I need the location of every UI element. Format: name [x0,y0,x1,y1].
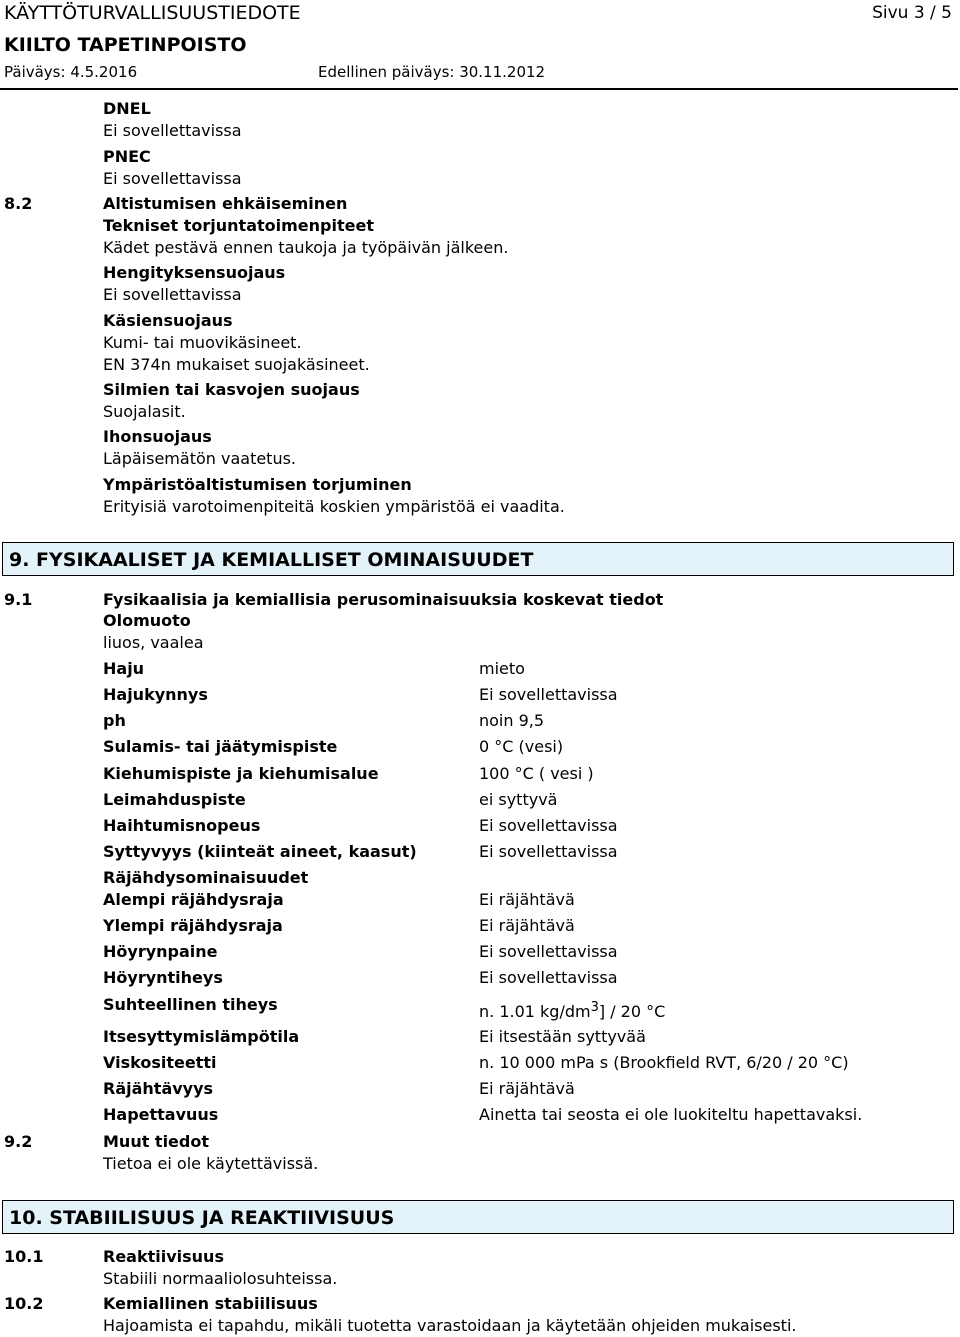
property-label: Haju [103,659,145,678]
relative-density-label: Suhteellinen tiheys [103,995,278,1014]
property-value: ei syttyvä [479,790,558,809]
property-label: Alempi räjähdysraja [103,890,284,909]
section-10-2-value: Hajoamista ei tapahdu, mikäli tuotetta varastoidaan ja käytetään ohjeiden mukaisesti. [103,1316,797,1335]
section-9-1-title: Fysikaalisia ja kemiallisia perusominaisuuksia koskevat tiedot [103,590,664,609]
environmental-exposure-label: Ympäristöaltistumisen torjuminen [103,475,412,494]
respiratory-protection-label: Hengityksensuojaus [103,263,286,282]
section-9-2-title: Muut tiedot [103,1132,209,1151]
property-value: mieto [479,659,525,678]
property-label: Hajukynnys [103,685,208,704]
section-10-1-title: Reaktiivisuus [103,1247,224,1266]
property-value: Ei sovellettavissa [479,685,618,704]
section-10-1-value: Stabiili normaaliolosuhteissa. [103,1269,338,1288]
eye-protection-value: Suojalasit. [103,402,186,421]
respiratory-protection-value: Ei sovellettavissa [103,285,242,304]
property-label: Haihtumisnopeus [103,816,261,835]
property-label: Hapettavuus [103,1105,219,1124]
property-label: ph [103,711,126,730]
section-10-1-number: 10.1 [4,1247,44,1266]
property-label: Viskositeetti [103,1053,217,1072]
density-value-part-a: n. 1.01 kg/dm [479,1002,591,1021]
property-label: Ylempi räjähdysraja [103,916,283,935]
property-value: 0 °C (vesi) [479,737,564,756]
section-9-1-number: 9.1 [4,590,33,609]
explosive-properties-label: Räjähdysominaisuudet [103,868,309,887]
section-9-heading: 9. FYSIKAALISET JA KEMIALLISET OMINAISUUDET [9,549,534,571]
density-exponent: 3 [590,1000,599,1015]
property-value: Ei räjähtävä [479,1079,575,1098]
property-value: Ei räjähtävä [479,890,575,909]
page-number: Sivu 3 / 5 [872,3,952,23]
technical-measures-label: Tekniset torjuntatoimenpiteet [103,216,374,235]
section-9-2-number: 9.2 [4,1132,33,1151]
document-title: KÄYTTÖTURVALLISUUSTIEDOTE [4,2,301,24]
pnec-value: Ei sovellettavissa [103,169,242,188]
property-label: Kiehumispiste ja kiehumisalue [103,764,379,783]
appearance-value: liuos, vaalea [103,633,204,652]
dnel-label: DNEL [103,99,151,118]
property-value: Ei sovellettavissa [479,968,618,987]
property-value: Ei itsestään syttyvää [479,1027,646,1046]
section-10-2-title: Kemiallinen stabiilisuus [103,1294,318,1313]
property-label: Höyryntiheys [103,968,223,987]
property-value: n. 10 000 mPa s (Brookfield RVT, 6/20 / 20 °C) [479,1053,849,1072]
property-value: Ainetta tai seosta ei ole luokiteltu hapettavaksi. [479,1105,863,1124]
environmental-exposure-value: Erityisiä varotoimenpiteitä koskien ympäristöä ei vaadita. [103,497,565,516]
technical-measures-value: Kädet pestävä ennen taukoja ja työpäivän jälkeen. [103,238,509,257]
density-value-part-b: ] / 20 °C [598,1002,666,1021]
previous-date: Edellinen päiväys: 30.11.2012 [318,63,546,81]
section-9-2-value: Tietoa ei ole käytettävissä. [103,1154,319,1173]
property-value: Ei sovellettavissa [479,842,618,861]
section-10-heading: 10. STABIILISUUS JA REAKTIIVISUUS [9,1207,395,1229]
property-label: Höyrynpaine [103,942,218,961]
eye-protection-label: Silmien tai kasvojen suojaus [103,380,360,399]
property-value: Ei räjähtävä [479,916,575,935]
header-divider [0,88,958,90]
property-value: Ei sovellettavissa [479,942,618,961]
section-8-2-title: Altistumisen ehkäiseminen [103,194,348,213]
section-10-heading-box [2,1200,954,1234]
property-value: noin 9,5 [479,711,545,730]
appearance-label: Olomuoto [103,611,191,630]
relative-density-value [479,1001,665,1021]
hand-protection-value-2: EN 374n mukaiset suojakäsineet. [103,355,370,374]
product-name: KIILTO TAPETINPOISTO [4,34,247,56]
property-label: Itsesyttymislämpötila [103,1027,300,1046]
issue-date: Päiväys: 4.5.2016 [4,63,138,81]
property-label: Leimahduspiste [103,790,246,809]
hand-protection-label: Käsiensuojaus [103,311,233,330]
section-8-2-number: 8.2 [4,194,33,213]
skin-protection-label: Ihonsuojaus [103,427,212,446]
pnec-label: PNEC [103,147,151,166]
section-9-heading-box [2,542,954,576]
property-value: Ei sovellettavissa [479,816,618,835]
hand-protection-value-1: Kumi- tai muovikäsineet. [103,333,302,352]
property-label: Räjähtävyys [103,1079,214,1098]
property-label: Syttyvyys (kiinteät aineet, kaasut) [103,842,417,861]
dnel-value: Ei sovellettavissa [103,121,242,140]
property-label: Sulamis- tai jäätymispiste [103,737,338,756]
skin-protection-value: Läpäisemätön vaatetus. [103,449,297,468]
property-value: 100 °C ( vesi ) [479,764,594,783]
section-10-2-number: 10.2 [4,1294,44,1313]
